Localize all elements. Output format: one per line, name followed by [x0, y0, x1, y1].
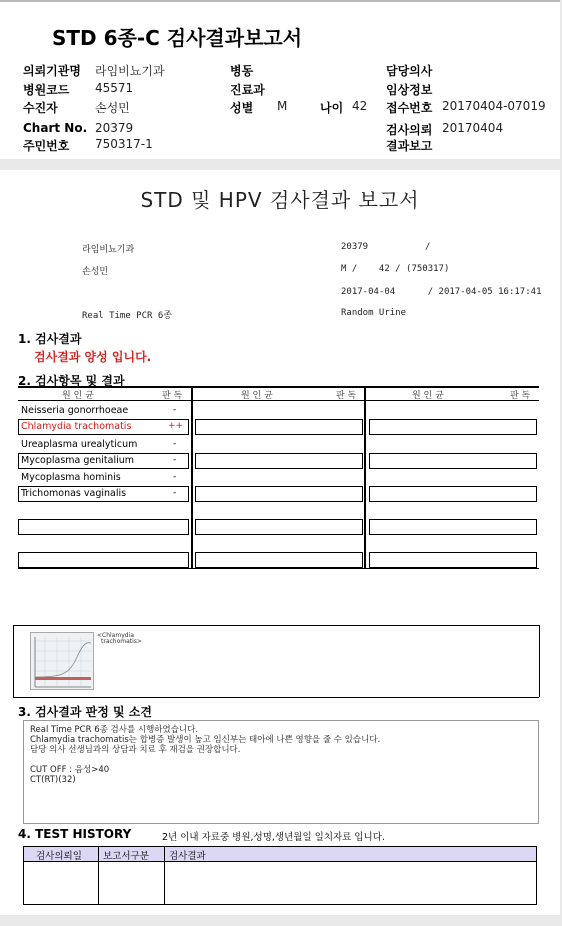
report-body — [0, 170, 560, 915]
row-box — [369, 552, 537, 568]
history-col-type: 보고서구분 — [103, 851, 149, 862]
sex-value: M — [277, 99, 288, 113]
history-table — [23, 846, 537, 905]
info-test-name: Real Time PCR 6종 — [82, 311, 172, 321]
history-col-date: 검사의뢰일 — [36, 851, 82, 862]
row-box — [195, 519, 363, 535]
row-name: Mycoplasma genitalium — [21, 455, 135, 466]
section2-title: 2. 검사항목 및 결과 — [18, 374, 125, 388]
section4-title: 4. TEST HISTORY — [18, 827, 132, 841]
row-result: - — [173, 455, 177, 465]
col-divider-2 — [364, 386, 366, 568]
history-col-divider — [98, 847, 99, 904]
hospital-code-label: 병원코드 — [23, 83, 70, 97]
patient-label: 수진자 — [23, 101, 58, 115]
col2-result-head: 판 독 — [336, 391, 357, 401]
receipt-label: 접수번호 — [386, 101, 433, 115]
request-value: 20170404 — [442, 121, 504, 135]
info-sex-age: M / 42 / (750317) — [341, 264, 450, 274]
col1-name-head: 원 인 균 — [62, 391, 94, 401]
info-institution: 라임비뇨기과 — [82, 245, 135, 255]
col3-result-head: 판 독 — [510, 391, 531, 401]
info-patient: 손성민 — [82, 267, 109, 277]
results-bottom-rule — [18, 568, 539, 569]
history-col-divider — [164, 847, 165, 904]
opinion-line: CUT OFF : 음성>40 — [30, 765, 110, 775]
row-box — [195, 552, 363, 568]
row-result: - — [173, 488, 177, 498]
col3-name-head: 원 인 균 — [412, 391, 444, 401]
row-name: Ureaplasma urealyticum — [21, 439, 138, 450]
history-note: 2년 이내 자료중 병원,성명,생년월일 일치자료 입니다. — [162, 832, 385, 843]
info-specimen: Random Urine — [341, 308, 407, 318]
graph-legend-line: trachomatis> — [101, 638, 142, 645]
opinion-box — [23, 720, 539, 824]
row-result: - — [173, 405, 177, 415]
row-box — [18, 552, 189, 568]
row-result: - — [173, 472, 177, 482]
graph-legend-line: <Chlamydia — [97, 632, 134, 639]
pcr-amplification-graph — [30, 632, 94, 690]
section3-title: 3. 검사결과 판정 및 소견 — [18, 705, 152, 719]
dept-label: 진료과 — [230, 83, 265, 97]
report-header — [0, 0, 560, 159]
row-box — [195, 419, 363, 435]
col-divider-1 — [191, 386, 193, 568]
row-name: Mycoplasma hominis — [21, 472, 121, 483]
receipt-value: 20170404-07019 — [442, 99, 546, 113]
row-result: - — [173, 439, 177, 449]
opinion-line: CT(RT)(32) — [30, 775, 76, 785]
row-box — [18, 519, 189, 535]
institution-label: 의뢰기관명 — [23, 64, 81, 78]
history-table-header — [24, 847, 536, 862]
opinion-line: 담당 의사 선생님과의 상담과 치료 후 재검을 권장합니다. — [30, 745, 241, 755]
chart-label: Chart No. — [23, 121, 88, 135]
opinion-line: Chlamydia trachomatis는 합병증 발생이 높고 임신부는 태아에 나쁜 영향을 줄 수 있습니다. — [30, 735, 381, 745]
header-title: STD 6종-C 검사결과보고서 — [52, 26, 303, 50]
sex-label: 성별 — [230, 101, 254, 115]
graph-legend — [97, 633, 142, 645]
row-name: Chlamydia trachomatis — [21, 421, 132, 432]
report-title: STD 및 HPV 검사결과 보고서 — [140, 188, 420, 212]
row-box — [369, 486, 537, 502]
row-box — [369, 453, 537, 469]
pcr-curve-image — [31, 633, 93, 689]
row-name: Trichomonas vaginalis — [21, 488, 127, 499]
info-chart: 20379 — [341, 242, 369, 252]
request-label: 검사의뢰 — [386, 123, 433, 137]
doctor-label: 담당의사 — [386, 64, 433, 78]
col2-name-head: 원 인 균 — [241, 391, 273, 401]
opinion-line — [30, 755, 532, 765]
age-value: 42 — [352, 99, 368, 113]
institution-value: 라임비뇨기과 — [95, 64, 165, 78]
graph-top-rule — [13, 625, 539, 626]
clinical-label: 임상정보 — [386, 83, 433, 97]
row-result: ++ — [168, 421, 184, 431]
section1-title: 1. 검사결과 — [18, 332, 82, 346]
graph-right-rule — [539, 625, 540, 697]
history-col-result: 검사결과 — [169, 851, 206, 862]
graph-left-rule — [13, 625, 14, 697]
hospital-code-value: 45571 — [95, 81, 134, 95]
row-box — [195, 486, 363, 502]
opinion-line: Real Time PCR 6종 검사를 시행하였습니다. — [30, 725, 199, 735]
row-box — [195, 453, 363, 469]
info-chart-slash: / — [425, 242, 431, 252]
row-name: Neisseria gonorrhoeae — [21, 405, 129, 416]
col1-result-head: 판 독 — [162, 391, 183, 401]
info-dates: 2017-04-04 / 2017-04-05 16:17:41 — [341, 287, 542, 297]
ward-label: 병동 — [230, 64, 254, 78]
patient-value: 손성민 — [95, 101, 130, 115]
column-headers — [0, 388, 560, 400]
chart-value: 20379 — [95, 121, 134, 135]
id-value: 750317-1 — [95, 137, 153, 151]
age-label: 나이 — [320, 101, 344, 115]
row-box — [369, 419, 537, 435]
graph-bottom-rule — [13, 697, 539, 698]
report-label: 결과보고 — [386, 139, 433, 153]
result-summary: 검사결과 양성 입니다. — [34, 350, 152, 364]
id-label: 주민번호 — [23, 139, 70, 153]
row-box — [369, 519, 537, 535]
results-header-rule — [18, 400, 539, 401]
